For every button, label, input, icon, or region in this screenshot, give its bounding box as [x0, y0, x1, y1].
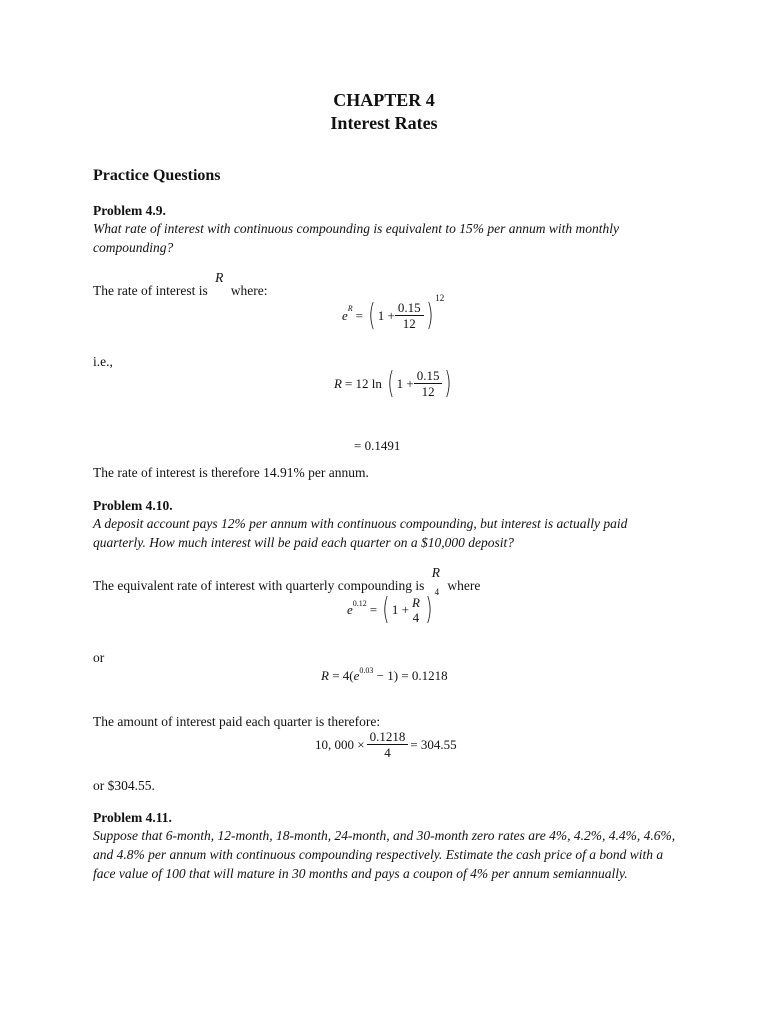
eq-one-plus: 1 +: [391, 602, 409, 617]
right-paren: ): [444, 365, 452, 401]
eq-base: e: [347, 602, 353, 617]
eq3-lhs: 10, 000 ×: [315, 736, 365, 752]
problem-4-11-question: Suppose that 6-month, 12-month, 18-month, 24-month, and 30-month zero rates are 4%, 4.2%, 4.4%, 4.6%, and 4.8% per annum with continuous compounding respectively. Estimate the cash price of a bond with a face value of 100 that will mature in 30 months and pays a coupon of 4% per annum semiannually.: [93, 828, 676, 881]
eq2-exponent: 0.03: [359, 666, 374, 675]
eq3-numerator: 0.1218: [367, 729, 409, 745]
right-paren: ): [425, 297, 433, 333]
eq2-one-plus: 1 +: [396, 375, 414, 391]
or-text-2: or $304.55.: [93, 778, 155, 793]
eq3-denominator: 4: [384, 745, 391, 760]
eq2-tail: − 1) = 0.1218: [376, 668, 448, 683]
eq-numerator: 0.15: [395, 300, 424, 316]
chapter-title: Interest Rates: [330, 113, 438, 133]
or-text-1: or: [93, 650, 105, 665]
problem-4-10-heading: Problem 4.10.: [93, 498, 173, 513]
intro-variable-r: R: [215, 270, 224, 285]
left-paren: (: [368, 297, 376, 333]
equation-e-r: [342, 292, 445, 333]
eq2-equals-ln: = 12 ln: [344, 375, 382, 391]
right-paren: ): [425, 592, 433, 627]
eq-fraction: [395, 300, 424, 331]
eq-outer-exponent: 4: [434, 587, 440, 597]
eq-denominator: 4: [412, 610, 420, 625]
eq2-lhs: R: [334, 375, 342, 391]
section-title: Practice Questions: [93, 167, 221, 184]
problem-4-10-question: A deposit account pays 12% per annum with continuous compounding, but interest is actually paid quarterly. How much interest will be paid each quarter on a $10,000 deposit?: [93, 516, 628, 550]
eq-equals: =: [369, 602, 378, 617]
eq-fraction: [409, 595, 423, 625]
eq2-numerator: 0.15: [414, 368, 443, 384]
eq3-rhs: = 304.55: [410, 736, 457, 752]
left-paren: (: [387, 365, 395, 401]
eq-outer-exponent: 12: [435, 292, 445, 303]
problem-4-9-intro: [93, 270, 268, 299]
eq-exponent: R: [347, 304, 353, 313]
eq-denominator: 12: [402, 316, 416, 331]
intro-variable-r: R: [431, 565, 441, 580]
eq-exponent: 0.12: [352, 598, 367, 608]
problem-4-9-conclusion: The rate of interest is therefore 14.91% per annum.: [93, 465, 369, 480]
eq-equals: =: [355, 307, 364, 323]
eq2-mid: = 4(: [332, 668, 354, 683]
eq2-denominator: 12: [421, 384, 435, 399]
problem-4-10-intro: [93, 565, 481, 594]
eq2-base: e: [353, 668, 360, 683]
equation-e-012: [347, 587, 440, 627]
problem-4-9-heading: Problem 4.9.: [93, 203, 166, 218]
amount-text: The amount of interest paid each quarter is therefore:: [93, 714, 381, 729]
ie-text: i.e.,: [93, 354, 113, 369]
eq-one-plus: 1 +: [377, 307, 395, 323]
chapter-number: CHAPTER 4: [333, 90, 435, 110]
equation-result: = 0.1491: [354, 438, 401, 453]
intro-text-before: The equivalent rate of interest with quarterly compounding is: [93, 578, 425, 593]
equation-amount: [315, 729, 457, 760]
equation-r-ln: [334, 365, 454, 401]
problem-4-9-question: What rate of interest with continuous compounding is equivalent to 15% per annum with monthly compounding?: [93, 221, 619, 255]
eq3-fraction: [367, 729, 409, 760]
intro-text-after: where: [447, 578, 481, 593]
eq2-fraction: [414, 368, 443, 399]
left-paren: (: [382, 592, 390, 627]
eq2-lhs: R: [321, 668, 329, 683]
eq-base: e: [342, 307, 348, 323]
intro-text-before: The rate of interest is: [93, 283, 208, 298]
problem-4-11-heading: Problem 4.11.: [93, 810, 172, 825]
eq-numerator: R: [411, 595, 420, 610]
equation-r-4: [321, 668, 448, 684]
intro-text-after: where:: [230, 283, 268, 298]
